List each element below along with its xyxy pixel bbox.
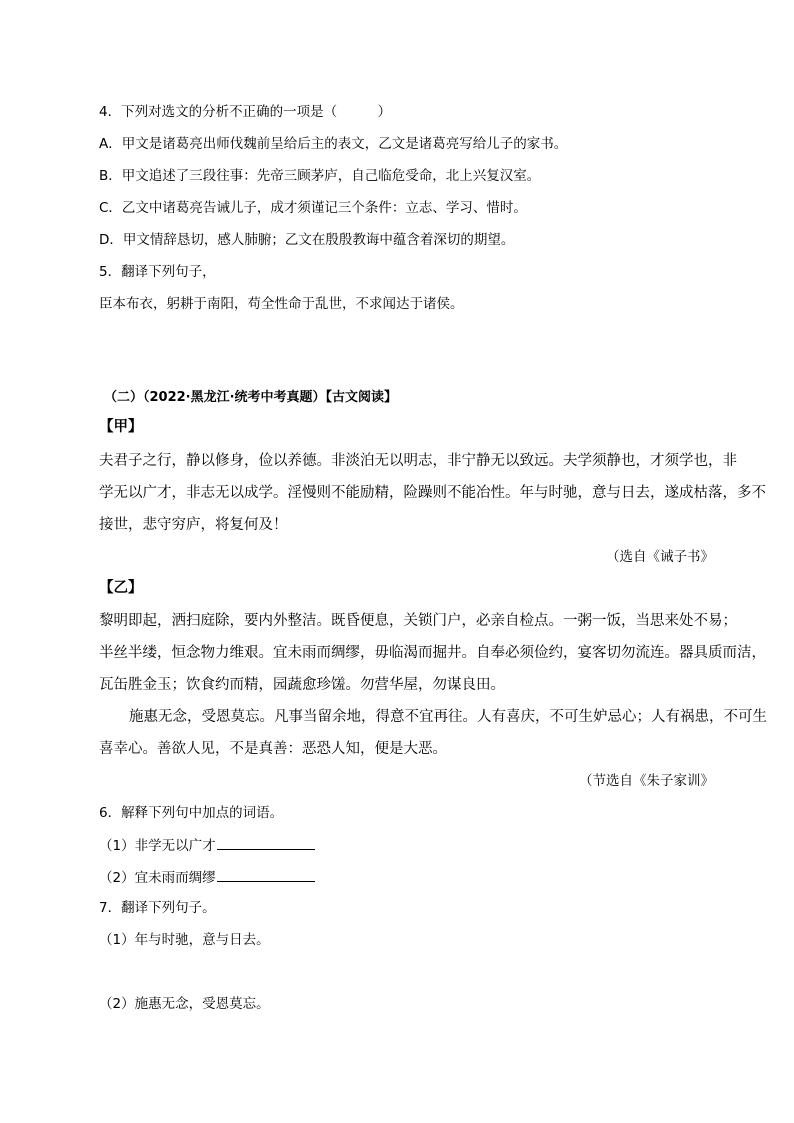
jia-line: 接世，悲守穷庐，将复何及！ (99, 517, 288, 533)
answer-blank[interactable] (217, 867, 315, 882)
q7-stem: 7．翻译下列句子。 (99, 900, 216, 916)
jia-line: 学无以广才，非志无以成学。淫慢则不能励精，险躁则不能冶性。年与时驰，意与日去，遂成枯落，多不 (99, 485, 766, 501)
q6-item (0, 867, 794, 887)
q4-option-d: D．甲文情辞恳切，感人肺腑；乙文在殷殷教诲中蕴含着深切的期望。 (99, 232, 515, 248)
jia-line: 夫君子之行，静以修身，俭以养德。非淡泊无以明志，非宁静无以致远。夫学须静也，才须学也，非 (99, 453, 737, 469)
yi-line: 瓦缶胜金玉；饮食约而精，园蔬愈珍馐。勿营华屋，勿谋良田。 (99, 677, 505, 693)
q6-item (0, 835, 794, 855)
q6-item-text: （2）宜未雨而绸缪 (99, 870, 216, 886)
q5-stem: 5．翻译下列句子， (99, 264, 216, 280)
q4-stem: 4．下列对选文的分析不正确的一项是（ ） (99, 104, 392, 120)
jia-source: （选自《诫子书》 (606, 549, 714, 565)
section-heading: （二）（2022·黑龙江·统考中考真题）【古文阅读】 (104, 390, 398, 405)
answer-blank[interactable] (217, 835, 315, 850)
jia-label: 【甲】 (99, 419, 143, 435)
q7-item: （1）年与时驰，意与日去。 (99, 932, 270, 948)
q5-sentence: 臣本布衣，躬耕于南阳，苟全性命于乱世，不求闻达于诸侯。 (99, 296, 464, 312)
q6-stem: 6．解释下列句中加点的词语。 (99, 805, 284, 821)
q7-item: （2）施惠无念，受恩莫忘。 (99, 996, 270, 1012)
yi-line: 喜幸心。善欲人见，不是真善：恶恐人知，便是大恶。 (99, 741, 447, 757)
q4-option-b: B．甲文追述了三段往事：先帝三顾茅庐，自己临危受命，北上兴复汉室。 (99, 168, 541, 184)
q4-option-a: A．甲文是诸葛亮出师伐魏前呈给后主的表文，乙文是诸葛亮写给儿子的家书。 (99, 136, 568, 152)
q6-item-text: （1）非学无以广才 (99, 838, 216, 854)
q4-option-c: C．乙文中诸葛亮告诫儿子，成才须谨记三个条件：立志、学习、惜时。 (99, 200, 527, 216)
yi-line: 半丝半缕，恒念物力维艰。宜未雨而绸缪，毋临渴而掘井。自奉必须俭约，宴客切勿流连。器具质而洁， (99, 645, 766, 661)
yi-label: 【乙】 (99, 580, 143, 596)
yi-source: （节选自《朱子家训》 (579, 773, 714, 789)
yi-line: 黎明即起，洒扫庭除，要内外整洁。既昏便息，关锁门户，必亲自检点。一粥一饭，当思来处不易； (99, 613, 737, 629)
yi-line: 施惠无念，受恩莫忘。凡事当留余地，得意不宜再往。人有喜庆，不可生妒忌心；人有祸患，不可生 (129, 709, 767, 725)
